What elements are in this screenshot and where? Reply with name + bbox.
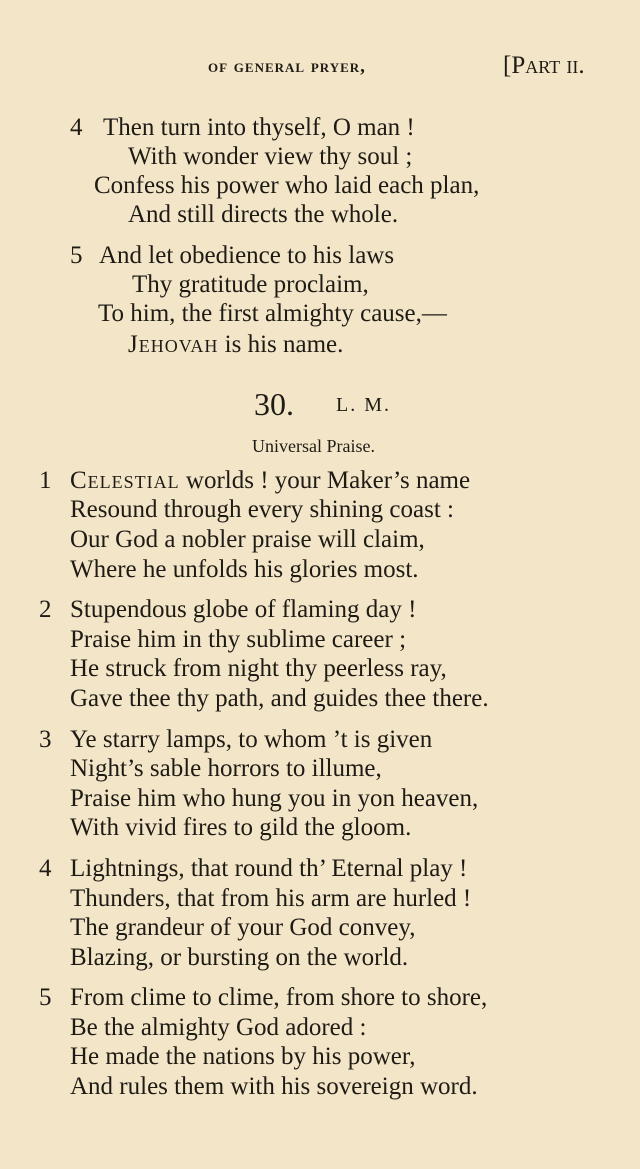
verse-line: And let obedience to his laws bbox=[99, 242, 395, 269]
stanza-number: 4 bbox=[39, 855, 52, 882]
verse-line bbox=[128, 330, 343, 360]
first-word: Celestial bbox=[70, 467, 180, 494]
hymn-number: 30. bbox=[254, 386, 294, 422]
verse-line: Blazing, or bursting on the world. bbox=[70, 944, 409, 971]
stanza-number: 5 bbox=[39, 984, 52, 1011]
verse-line: And still directs the whole. bbox=[128, 201, 399, 228]
verse-line: With vivid fires to gild the gloom. bbox=[70, 814, 412, 841]
verse-line: The grandeur of your God convey, bbox=[70, 914, 416, 941]
verse-line: Praise him who hung you in yon heaven, bbox=[70, 785, 479, 812]
verse-line: Confess his power who laid each plan, bbox=[94, 172, 480, 199]
running-head bbox=[0, 52, 640, 86]
hymn-header bbox=[0, 386, 640, 426]
verse-line: Our God a nobler praise will claim, bbox=[70, 526, 425, 553]
verse-line: Night’s sable horrors to illume, bbox=[70, 755, 382, 782]
verse-line: Thunders, that from his arm are hurled ! bbox=[70, 885, 472, 912]
verse-line: Then turn into thyself, O man ! bbox=[103, 114, 415, 141]
stanza-number: 1 bbox=[39, 467, 52, 494]
verse-line bbox=[70, 466, 470, 496]
verse-line: Praise him in thy sublime career ; bbox=[70, 626, 407, 653]
verse-line: From clime to clime, from shore to shore, bbox=[70, 984, 488, 1011]
verse-line: Lightnings, that round th’ Eternal play ! bbox=[70, 855, 468, 882]
hymn-title: Universal Praise. bbox=[252, 436, 375, 456]
verse-line: And rules them with his sovereign word. bbox=[70, 1073, 478, 1100]
stanza-number: 5 bbox=[70, 242, 83, 269]
verse-line: Resound through every shining coast : bbox=[70, 496, 454, 523]
divine-name: Jehovah bbox=[128, 331, 219, 358]
verse-line: Thy gratitude proclaim, bbox=[132, 271, 369, 298]
verse-line: He made the nations by his power, bbox=[70, 1043, 416, 1070]
verse-line-text: worlds ! your Maker’s name bbox=[185, 467, 471, 494]
verse-line: To him, the first almighty cause,— bbox=[98, 300, 447, 327]
verse-line: Where he unfolds his glories most. bbox=[70, 556, 419, 583]
stanza-number: 3 bbox=[39, 726, 52, 753]
verse-line-text: is his name. bbox=[224, 331, 344, 358]
running-head-title: of general pryer, bbox=[208, 56, 366, 77]
verse-line: He struck from night thy peerless ray, bbox=[70, 655, 447, 682]
verse-line: Ye starry lamps, to whom ’t is given bbox=[70, 726, 433, 753]
hymn-meter: L. M. bbox=[336, 394, 391, 416]
stanza-number: 2 bbox=[39, 596, 52, 623]
verse-line: With wonder view thy soul ; bbox=[128, 143, 413, 170]
verse-line: Gave thee thy path, and guides thee there. bbox=[70, 685, 489, 712]
verse-line: Be the almighty God adored : bbox=[70, 1014, 367, 1041]
verse-line: Stupendous globe of flaming day ! bbox=[70, 596, 417, 623]
stanza-number: 4 bbox=[70, 114, 83, 141]
running-head-part: [Part ii. bbox=[503, 52, 585, 79]
